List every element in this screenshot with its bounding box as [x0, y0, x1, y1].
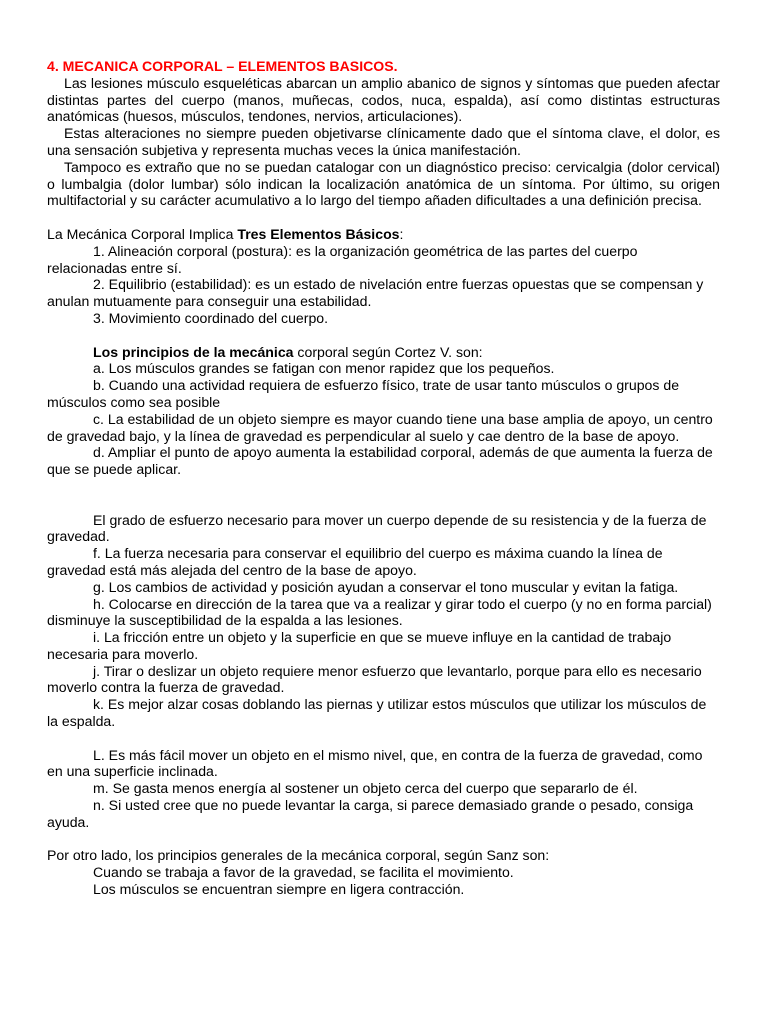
sanz-item-2: Los músculos se encuentran siempre en ligera contracción.: [93, 881, 465, 898]
principle-l: L. Es más fácil mover un objeto en el mismo nivel, que, en contra de la fuerza de gravedad, como en una superficie inclinada.: [47, 746, 703, 780]
principle-g: g. Los cambios de actividad y posición ayudan a conservar el tono muscular y evitan la fatiga.: [93, 578, 679, 595]
principle-e: El grado de esfuerzo necesario para mover un cuerpo depende de su resistencia y de la fuerza de gravedad.: [47, 511, 707, 545]
principle-n: n. Si usted cree que no puede levantar la carga, si parece demasiado grande o pesado, consiga ayuda.: [47, 797, 694, 830]
principle-i: i. La fricción entre un objeto y la superficie en que se mueve influye en la cantidad de trabajo necesaria para moverlo.: [47, 629, 672, 662]
principle-h: h. Colocarse en dirección de la tarea que va a realizar y girar todo el cuerpo (y no en forma parcial) disminuye la susceptibilidad de la espalda a las lesiones.: [47, 595, 712, 629]
principles-lead: Los principios de la mecánica corporal según Cortez V. son:: [93, 343, 483, 360]
elements-lead: La Mecánica Corporal Implica Tres Elementos Básicos:: [47, 225, 404, 242]
sanz-item-1: Cuando se trabaja a favor de la gravedad, se facilita el movimiento.: [93, 864, 514, 881]
document-page: [47, 58, 720, 898]
principle-m: m. Se gasta menos energía al sostener un objeto cerca del cuerpo que separarlo de él.: [93, 780, 638, 797]
principle-j: j. Tirar o deslizar un objeto requiere menor esfuerzo que levantarlo, porque para ello es necesario moverlo contra la fuerza de gravedad.: [47, 662, 702, 696]
principle-f: f. La fuerza necesaria para conservar el equilibrio del cuerpo es máxima cuando la línea de gravedad está más alejada del centro de la base de apoyo.: [47, 545, 663, 578]
intro-paragraph-1: Las lesiones músculo esqueléticas abarcan un amplio abanico de signos y síntomas que pueden afectar distintas partes del cuerpo (manos, muñecas, codos, nuca, espalda), así como distintas estructuras anatómicas (huesos, músculos, tendones, nervios, articulaciones).: [47, 74, 720, 125]
elements-lead-bold: Tres Elementos Básicos: [237, 225, 400, 242]
principle-a: a. Los músculos grandes se fatigan con menor rapidez que los pequeños.: [93, 360, 555, 377]
principle-c: c. La estabilidad de un objeto siempre es mayor cuando tiene una base amplia de apoyo, un centro de gravedad bajo, y la línea de gravedad es perpendicular al suelo y cae dentro de la base de apoyo.: [47, 410, 713, 444]
element-item-1: 1. Alineación corporal (postura): es la organización geométrica de las partes del cuerpo relacionadas entre sí.: [47, 242, 638, 276]
element-item-2: 2. Equilibrio (estabilidad): es un estado de nivelación entre fuerzas opuestas que se compensan y anulan mutuamente para conseguir una estabilidad.: [47, 276, 704, 310]
section-title: 4. MECANICA CORPORAL – ELEMENTOS BASICOS.: [47, 58, 398, 74]
element-item-3: 3. Movimiento coordinado del cuerpo.: [93, 309, 329, 326]
principle-b: b. Cuando una actividad requiera de esfuerzo físico, trate de usar tanto músculos o grupos de músculos como sea posible: [47, 377, 680, 410]
principles-lead-bold: Los principios de la mecánica: [93, 343, 294, 360]
intro-paragraph-3: Tampoco es extraño que no se puedan catalogar con un diagnóstico preciso: cervicalgia (dolor cervical) o lumbalgia (dolor lumbar) sólo indican la localización anatómica de un síntoma. Por último, su origen multifactorial y su carácter acumulativo a lo largo del tiempo añaden dificultades a una definición precisa.: [47, 158, 720, 209]
intro-paragraph-2: Estas alteraciones no siempre pueden objetivarse clínicamente dado que el síntoma clave, el dolor, es una sensación subjetiva y representa muchas veces la única manifestación.: [47, 125, 720, 158]
sanz-lead: Por otro lado, los principios generales de la mecánica corporal, según Sanz son:: [47, 847, 550, 864]
principle-d: d. Ampliar el punto de apoyo aumenta la estabilidad corporal, además de que aumenta la fuerza de que se puede aplicar.: [47, 444, 713, 478]
principle-k: k. Es mejor alzar cosas doblando las piernas y utilizar estos músculos que utilizar los músculos de la espalda.: [47, 696, 707, 730]
